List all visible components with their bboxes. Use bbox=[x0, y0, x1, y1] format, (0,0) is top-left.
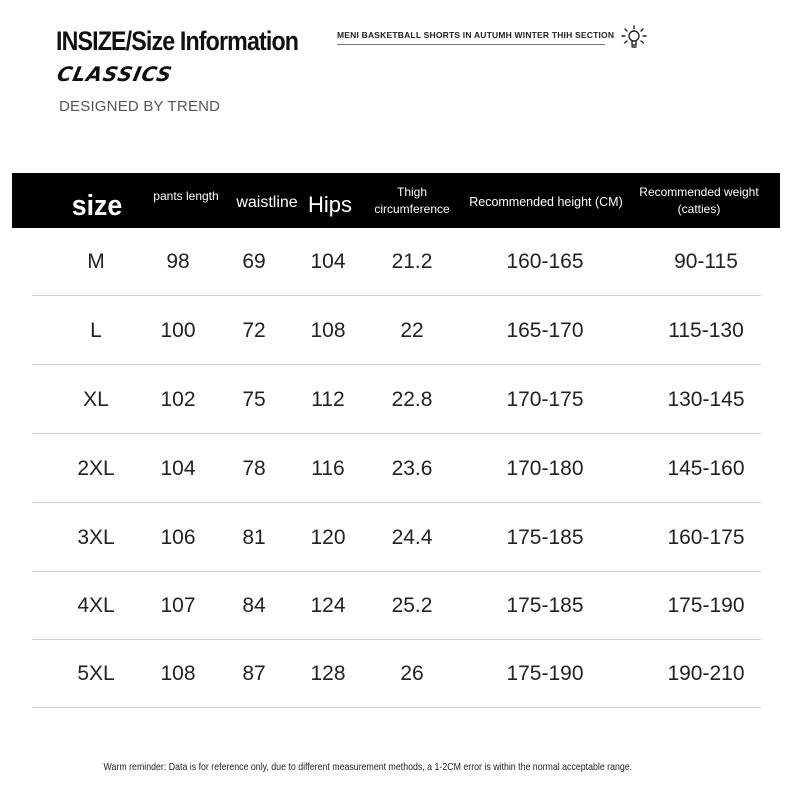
cell-weight: 115-130 bbox=[668, 318, 744, 342]
cell-thigh: 26 bbox=[400, 662, 424, 685]
cell-weight: 160-175 bbox=[667, 525, 745, 549]
cell-height: 170-175 bbox=[506, 387, 584, 411]
cell-hips: 124 bbox=[310, 594, 346, 617]
cell-hips: 116 bbox=[311, 456, 345, 480]
header-pants-length: pants length bbox=[153, 189, 219, 204]
cell-waistline: 87 bbox=[242, 662, 266, 685]
cell-weight: 130-145 bbox=[667, 387, 745, 411]
cell-height: 175-185 bbox=[506, 525, 584, 549]
header-waistline: waistline bbox=[236, 193, 298, 211]
cell-hips: 112 bbox=[311, 387, 345, 411]
cell-height: 175-185 bbox=[506, 594, 584, 617]
cell-height: 175-190 bbox=[506, 662, 584, 685]
cell-thigh: 21.2 bbox=[391, 250, 433, 273]
header-thigh bbox=[368, 173, 456, 228]
header-height: Recommended height (CM) bbox=[469, 195, 623, 210]
cell-pants-length: 106 bbox=[160, 525, 196, 549]
cell-waistline: 75 bbox=[242, 387, 266, 411]
cell-pants-length: 107 bbox=[160, 594, 196, 617]
cell-waistline: 72 bbox=[242, 318, 266, 342]
cell-size: L bbox=[90, 318, 102, 342]
cell-size: 3XL bbox=[77, 525, 115, 549]
row-divider bbox=[32, 707, 761, 708]
page-title: INSIZE/Size Information bbox=[56, 26, 299, 56]
table-row bbox=[0, 503, 800, 572]
header-thigh-line2: circumference bbox=[374, 201, 450, 216]
cell-size: 5XL bbox=[77, 662, 115, 685]
classics-wordmark: CLASSICS bbox=[54, 62, 175, 86]
cell-hips: 128 bbox=[310, 662, 346, 685]
cell-pants-length: 100 bbox=[160, 318, 196, 342]
cell-weight: 90-115 bbox=[674, 250, 738, 273]
header-weight-line1: Recommended weight bbox=[639, 185, 759, 200]
cell-height: 160-165 bbox=[506, 250, 584, 273]
cell-weight: 190-210 bbox=[667, 662, 745, 685]
cell-size: 2XL bbox=[77, 456, 115, 480]
cell-thigh: 22 bbox=[400, 318, 424, 342]
table-row bbox=[0, 572, 800, 640]
cell-thigh: 23.6 bbox=[391, 456, 433, 480]
table-header bbox=[12, 173, 780, 228]
cell-weight: 175-190 bbox=[667, 594, 745, 617]
header-weight bbox=[638, 173, 760, 228]
cell-waistline: 78 bbox=[242, 456, 266, 480]
cell-hips: 108 bbox=[310, 318, 346, 342]
cell-pants-length: 102 bbox=[160, 387, 196, 411]
cell-height: 170-180 bbox=[506, 456, 584, 480]
cell-thigh: 25.2 bbox=[391, 594, 433, 617]
cell-pants-length: 98 bbox=[166, 250, 190, 273]
cell-hips: 120 bbox=[310, 525, 346, 549]
lightbulb-icon bbox=[620, 24, 648, 52]
cell-size: 4XL bbox=[77, 594, 115, 617]
header-size: size bbox=[71, 189, 123, 222]
cell-thigh: 22.8 bbox=[391, 387, 433, 411]
warm-reminder: Warm reminder: Data is for reference only, due to different measurement methods, a 1-2CM error is within the normal acceptable range. bbox=[103, 762, 633, 773]
cell-size: M bbox=[87, 250, 105, 273]
cell-waistline: 84 bbox=[242, 594, 266, 617]
table-row bbox=[0, 640, 800, 708]
cell-size: XL bbox=[83, 387, 109, 411]
cell-waistline: 69 bbox=[242, 250, 266, 273]
designed-by-text: DESIGNED BY TREND bbox=[59, 98, 221, 115]
cell-height: 165-170 bbox=[506, 318, 584, 342]
table-row bbox=[0, 296, 800, 365]
cell-thigh: 24.4 bbox=[391, 525, 433, 549]
cell-weight: 145-160 bbox=[667, 456, 745, 480]
table-row bbox=[0, 434, 800, 503]
cell-pants-length: 108 bbox=[160, 662, 196, 685]
cell-waistline: 81 bbox=[242, 525, 266, 549]
product-tagline: MENI BASKETBALL SHORTS IN AUTUMH WINTER THIH SECTION bbox=[337, 30, 605, 45]
header-thigh-line1: Thigh bbox=[396, 185, 428, 200]
header-weight-line2: (catties) bbox=[677, 201, 721, 216]
header-hips: Hips bbox=[307, 191, 352, 217]
table-row bbox=[0, 365, 800, 434]
cell-hips: 104 bbox=[310, 250, 346, 273]
cell-pants-length: 104 bbox=[160, 456, 196, 480]
table-row bbox=[0, 228, 800, 296]
